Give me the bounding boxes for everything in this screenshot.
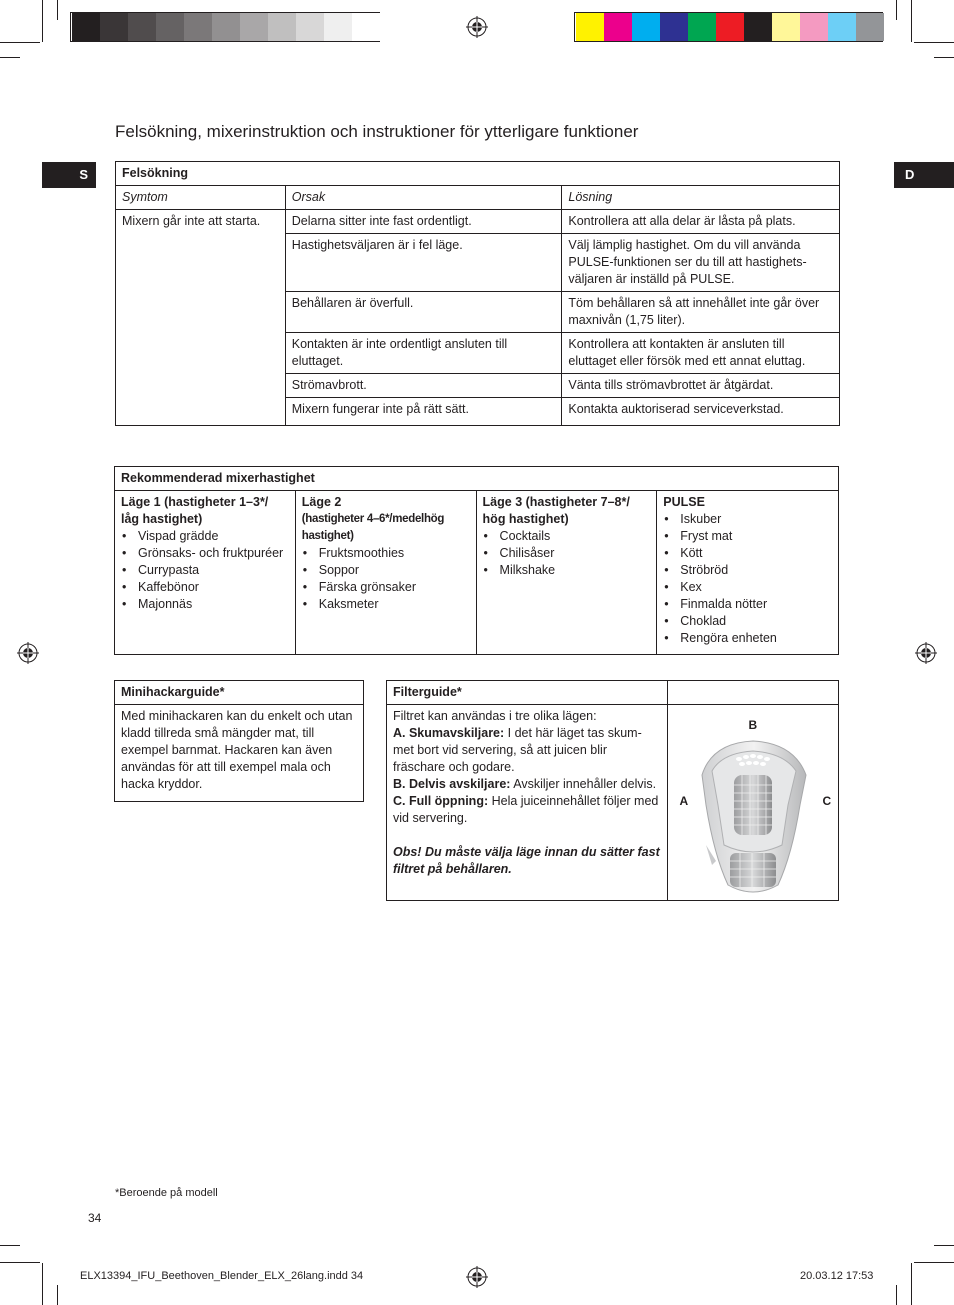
crop-mark [896, 1285, 897, 1305]
grayscale-swatch [212, 13, 240, 41]
solution-cell: Töm behållaren så att innehållet inte går över maxnivån (1,75 liter). [562, 292, 840, 333]
process-color-swatch [772, 13, 800, 41]
process-color-swatch [744, 13, 772, 41]
process-color-swatch [716, 13, 744, 41]
figure-label-b: B [748, 718, 758, 732]
registration-mark-icon [466, 16, 488, 38]
crop-mark [42, 1263, 43, 1305]
speed-column-2 [295, 491, 476, 655]
crop-mark [911, 1263, 912, 1305]
list-item: • Milkshake [483, 562, 651, 579]
troubleshooting-table [115, 161, 840, 426]
cause-cell: Strömavbrott. [285, 374, 562, 398]
process-color-swatch [576, 13, 604, 41]
cause-cell: Mixern fungerar inte på rätt sätt. [285, 398, 562, 426]
filter-mode-a-text: I det här läget tas skum-met bort vid servering, så att juicen blir fräschare och godare. [393, 726, 642, 774]
language-tab-right: D [894, 162, 954, 188]
table-row [116, 210, 840, 234]
grayscale-swatch [72, 13, 100, 41]
filter-mode-c-label: C. Full öppning: [393, 794, 489, 808]
solution-cell: Välj lämplig hastighet. Om du vill använda PULSE-funktionen ser du till att hastighets-väljaren är inställd på PULSE. [562, 234, 840, 292]
grayscale-swatch [268, 13, 296, 41]
crop-mark [914, 42, 954, 43]
crop-mark [57, 0, 58, 20]
filter-title-empty-cell [668, 681, 839, 705]
crop-mark [57, 1285, 58, 1305]
juice-filter-illustration [682, 735, 824, 901]
grayscale-swatch [352, 13, 380, 41]
minihack-title: Minihackarguide* [115, 681, 364, 705]
crop-mark [934, 57, 954, 58]
filter-guide-table [386, 680, 839, 901]
symptom-cell: Mixern går inte att starta. [116, 210, 286, 426]
list-item: • Fryst mat [663, 528, 832, 545]
speed-table-title: Rekommenderad mixerhastighet [115, 467, 839, 491]
solution-cell: Kontrollera att alla delar är låsta på plats. [562, 210, 840, 234]
mixer-speed-table [114, 466, 839, 655]
minihack-guide-table [114, 680, 364, 802]
slug-date-time: 20.03.12 17:53 [800, 1270, 874, 1282]
grayscale-swatch [100, 13, 128, 41]
speed-column-subheading: hög hastighet) [482, 512, 569, 526]
speed-column-pulse [657, 491, 839, 655]
speed-column-subheading: (hastigheter 4–6*/medelhög hastighet) [301, 513, 445, 542]
cause-cell: Behållaren är överfull. [285, 292, 562, 333]
crop-mark [0, 57, 20, 58]
speed-column-heading: Läge 1 (hastigheter 1–3*/ [121, 495, 269, 509]
speed-column-1 [115, 491, 296, 655]
process-color-swatch [660, 13, 688, 41]
list-item: • Fruktsmoothies [302, 545, 470, 562]
process-color-swatch [856, 13, 884, 41]
filter-note: Obs! Du måste välja läge innan du sätter fast filtret på behållaren. [393, 845, 660, 876]
cause-cell: Delarna sitter inte fast ordentligt. [285, 210, 562, 234]
cause-cell: Kontakten är inte ordentligt ansluten till eluttaget. [285, 333, 562, 374]
list-item: • Vispad grädde [121, 528, 289, 545]
list-item: • Rengöra enheten [663, 630, 832, 647]
list-item: • Ströbröd [663, 562, 832, 579]
process-color-swatch [828, 13, 856, 41]
list-item: • Majonnäs [121, 596, 289, 613]
grayscale-swatch [240, 13, 268, 41]
filter-mode-b-text: Avskiljer innehåller delvis. [510, 777, 657, 791]
list-item: • Kött [663, 545, 832, 562]
list-item: • Kex [663, 579, 832, 596]
language-tab-left: S [42, 162, 96, 188]
list-item: • Chilisåser [483, 545, 651, 562]
speed-column-heading: PULSE [663, 495, 705, 509]
list-item: • Kaksmeter [302, 596, 470, 613]
crop-mark [0, 1262, 40, 1263]
speed-column-heading: Läge 2 [301, 495, 342, 509]
speed-column-subheading: låg hastighet) [121, 512, 203, 526]
filter-mode-a-label: A. Skumavskiljare: [393, 726, 505, 740]
solution-cell: Vänta tills strömavbrottet är åtgärdat. [562, 374, 840, 398]
grayscale-swatch [128, 13, 156, 41]
list-item: • Soppor [302, 562, 470, 579]
speed-column-heading: Läge 3 (hastigheter 7–8*/ [482, 495, 630, 509]
filter-mode-c [393, 793, 661, 827]
crop-mark [0, 42, 40, 43]
page-number: 34 [88, 1211, 102, 1225]
solution-cell: Kontrollera att kontakten är ansluten till eluttaget eller försök med ett annat eluttag. [562, 333, 840, 374]
troubleshooting-title: Felsökning [116, 162, 840, 186]
process-color-swatch [632, 13, 660, 41]
cause-cell: Hastighetsväljaren är i fel läge. [285, 234, 562, 292]
list-item: • Färska grönsaker [302, 579, 470, 596]
filter-mode-b [393, 776, 661, 793]
column-header-symptom: Symtom [116, 186, 286, 210]
figure-label-a: A [679, 794, 689, 808]
registration-mark-icon [17, 642, 39, 664]
registration-mark-icon [915, 642, 937, 664]
list-item: • Currypasta [121, 562, 289, 579]
crop-mark [896, 0, 897, 20]
process-color-swatch [800, 13, 828, 41]
crop-mark [914, 1262, 954, 1263]
process-color-swatch [604, 13, 632, 41]
filter-mode-b-label: B. Delvis avskiljare: [393, 777, 511, 791]
list-item: • Iskuber [663, 511, 832, 528]
list-item: • Grönsaks- och fruktpuréer [121, 545, 289, 562]
filter-mode-c-text: Hela juiceinnehållet följer med vid servering. [393, 794, 659, 825]
page-title: Felsökning, mixerinstruktion och instruktioner för ytterligare funktioner [115, 122, 639, 141]
list-item: • Choklad [663, 613, 832, 630]
filter-intro: Filtret kan användas i tre olika lägen: [393, 709, 597, 723]
crop-mark [0, 1245, 20, 1246]
list-item: • Kaffebönor [121, 579, 289, 596]
filter-figure-cell [668, 705, 839, 901]
crop-mark [911, 0, 912, 42]
crop-mark [934, 1245, 954, 1246]
solution-cell: Kontakta auktoriserad serviceverkstad. [562, 398, 840, 426]
minihack-text: Med minihackaren kan du enkelt och utan kladd tillreda små mängder mat, till exempel barnmat. Hackaren kan även användas för att till exempel mala och hacka kryddor. [115, 705, 364, 802]
column-header-cause: Orsak [285, 186, 562, 210]
filter-title: Filterguide* [387, 681, 668, 705]
speed-column-3 [476, 491, 657, 655]
column-header-solution: Lösning [562, 186, 840, 210]
list-item: • Finmalda nötter [663, 596, 832, 613]
grayscale-swatch [296, 13, 324, 41]
slug-file-name: ELX13394_IFU_Beethoven_Blender_ELX_26lang.indd 34 [80, 1270, 364, 1282]
grayscale-swatch [156, 13, 184, 41]
filter-mode-a [393, 725, 661, 776]
process-color-swatch [688, 13, 716, 41]
grayscale-swatch [184, 13, 212, 41]
grayscale-swatch [324, 13, 352, 41]
filter-text-cell [387, 705, 668, 901]
crop-mark [42, 0, 43, 42]
figure-label-c: C [822, 794, 832, 808]
registration-mark-icon [466, 1266, 488, 1288]
list-item: • Cocktails [483, 528, 651, 545]
footnote: *Beroende på modell [115, 1187, 218, 1199]
